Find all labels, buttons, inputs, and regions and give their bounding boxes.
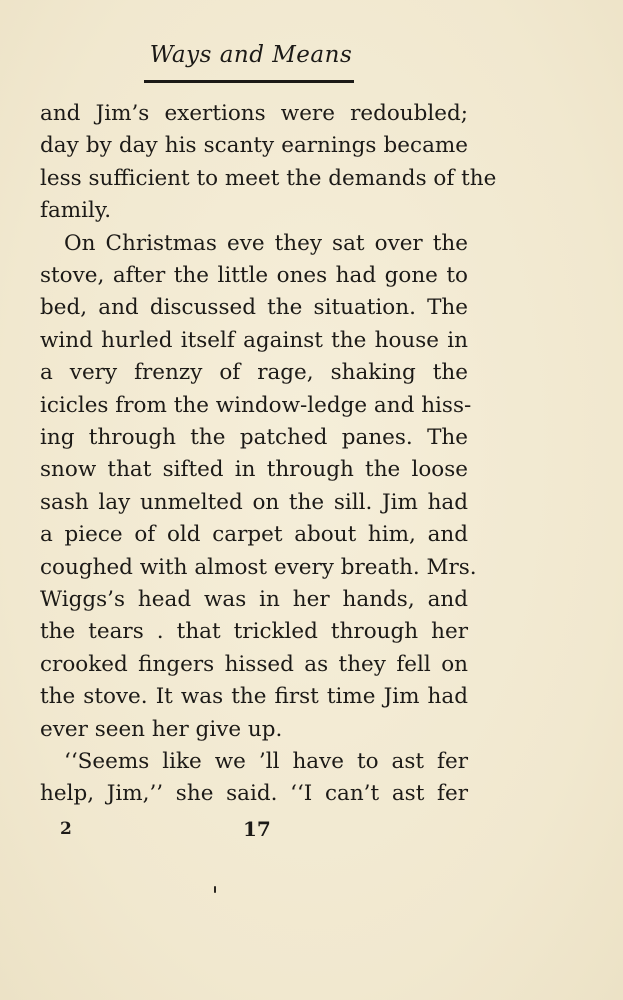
text-line: snow that sifted in through the loose: [40, 457, 468, 483]
text-line: a very frenzy of rage, shaking the: [40, 360, 468, 386]
text-line: crooked fingers hissed as they fell on: [40, 651, 468, 677]
text-line: the stove. It was the first time Jim had: [40, 684, 468, 710]
ink-speck: [214, 886, 216, 893]
text-line: stove, after the little ones had gone to: [40, 263, 468, 288]
text-line: help, Jim,’’ she said. ‘‘I can’t ast fer: [40, 781, 468, 807]
page-number: 17: [243, 817, 271, 841]
running-head: Ways and Means: [149, 42, 353, 68]
text-line: less sufficient to meet the demands of the: [40, 165, 497, 191]
text-line: day by day his scanty earnings became: [40, 133, 468, 159]
text-line: wind hurled itself against the house in: [40, 327, 468, 353]
text-line: the tears . that trickled through her: [40, 619, 468, 645]
text-line: sash lay unmelted on the sill. Jim had: [40, 489, 468, 515]
text-line: On Christmas eve they sat over the: [64, 230, 468, 256]
text-line: Wiggs’s head was in her hands, and: [40, 587, 468, 612]
text-line: and Jim’s exertions were redoubled;: [40, 101, 468, 126]
signature-mark: 2: [60, 819, 72, 839]
text-line: ever seen her give up.: [40, 716, 283, 742]
text-line: a piece of old carpet about him, and: [40, 522, 468, 548]
text-line: family.: [40, 198, 112, 224]
text-line: coughed with almost every breath. Mrs.: [40, 554, 477, 580]
header-rule: [144, 80, 354, 83]
text-line: ‘‘Seems like we ’ll have to ast fer: [64, 749, 468, 774]
text-line: ing through the patched panes. The: [40, 425, 468, 450]
text-line: icicles from the window-ledge and hiss-: [40, 392, 472, 418]
text-line: bed, and discussed the situation. The: [40, 295, 468, 321]
